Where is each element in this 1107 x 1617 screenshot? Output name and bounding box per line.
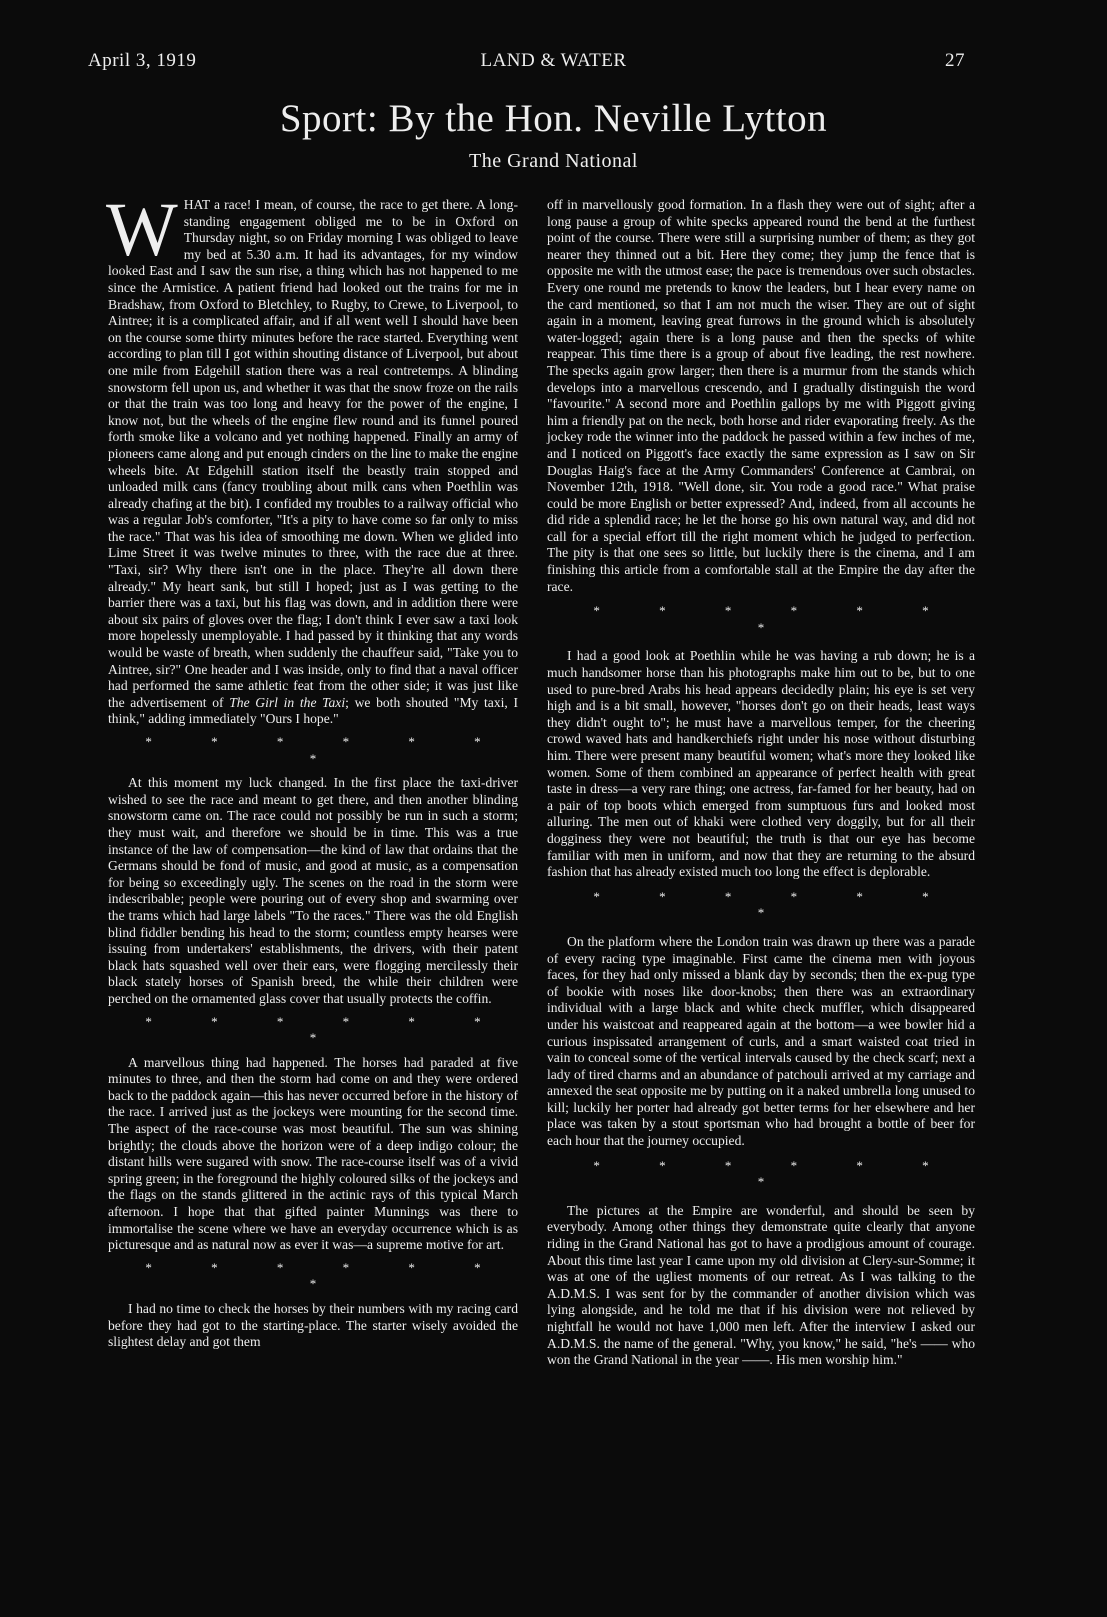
paragraph-8: The pictures at the Empire are wonderful, and should be seen by everybody. Among other things they demonstrate quite clearly that anyone riding in the Grand National has got to have a prodigious amount of courage. About this time last year I came upon my old division at Clery-sur-Somme; it was at one of the ugliest moments of our retreat. As I was talking to the A.D.M.S. I was sent for by the commander of another division which was lying alongside, and he told me that if his division were not relieved by nightfall he would not have 1,000 men left. After the interview I asked our A.D.M.S. the name of the general. "Why, you know," he said, "he's —— who won the Grand National in the year ——. His men worship him." xyxy=(547,1202,975,1368)
page-number: 27 xyxy=(945,50,965,71)
paragraph-7: On the platform where the London train was drawn up there was a parade of every racing type imaginable. First came the cinema men with joyous faces, for they had only missed a blank day by seconds; then the ex-pug type of bookie with noses like door-knobs; then there was an extraordinary individual with a large black and white check muffler, which disappeared under his waistcoat and reappeared again at the bottom—a wee bowler hid a curious inspissated arrangement of curls, and a smart waisted coat tried in vain to conceal some of the vertical intervals caused by the check scarf; next a lady of tired charms and an abundance of patchouli arrived at my carriage and annexed the seat opposite me by putting on it a naked umbrella long unused to kill; luckily her porter had already got better terms for her elsewhere and her place was taken by a stout sportsman who had brought a bottle of beer for each hour that the journey occupied. xyxy=(547,933,975,1149)
section-separator: * * * * * * * xyxy=(593,603,957,635)
masthead xyxy=(0,50,1107,80)
article-title: Sport: By the Hon. Neville Lytton xyxy=(279,97,828,140)
section-separator: * * * * * * * xyxy=(593,1157,957,1190)
section-separator: * * * * * * * xyxy=(145,1013,509,1046)
paragraph-2: At this moment my luck changed. In the first place the taxi-driver wished to see the race and meant to get there, and then another blinding snowstorm came on. The race could not possibly be run in such a storm; they must wait, and therefore we should be in time. This was a true instance of the law of compensation—the kind of law that ordains that the Germans should be fond of music, and good at music, as a compensation for being so exceedingly ugly. The scenes on the road in the storm were indescribable; people were pouring out of every shop and swarming over the trams which had large labels "To the races." There was the old English blind fiddler bending his head to the storm; countless empty hearses were issuing from undertakers' establishments, the drivers, with their patent black hats squashed well over their ears, were flogging mercilessly their black stately horses of Spanish breed, the while their children were perched on the ornamented glass cover that usually protects the coffin. xyxy=(108,775,518,1006)
issue-date: April 3, 1919 xyxy=(88,50,197,71)
drop-cap: W xyxy=(106,188,178,272)
article-subtitle: The Grand National xyxy=(469,150,638,172)
paragraph-1 xyxy=(106,188,519,728)
play-title: The Girl in the Taxi xyxy=(229,694,346,710)
paragraph-5: off in marvellously good formation. In a flash they were out of sight; after a long pause a group of white specks appeared round the bend at the furthest point of the course. There were still a surprising number of them; as they got nearer they thinned out a bit. Here they come; they jump the fence that is opposite me with the utmost ease; the pace is tremendous over such obstacles. Every one round me pretends to know the leaders, but I hear every name on the card mentioned, so that I am not much the wiser. They are out of sight again in a moment, leaving great furrows in the ground which is absolutely water-logged; again there is a long pause and then the specks of white reappear. This time there is a group of about five leading, the rest nowhere. The specks again grow larger; then there is a murmur from the stands which develops into a marvellous crescendo, and I gradually distinguish the word "favourite." A second more and Poethlin gallops by me with Piggott giving him a friendly pat on the neck, both horse and rider evaporating freely. As the jockey rode the winner into the paddock he passed within a few inches of me, and I noticed on Piggott's face exactly the same expression as I saw on Sir Douglas Haig's face at the Army Commanders' Conference at Cambrai, on November 12th, 1918. "Well done, sir. You rode a good race." What praise could be more English or better expressed? And, indeed, from all accounts he did ride a splendid race; he let the horse go his own natural way, and did not call for a special effort till the right moment which he judged to perfection. The pity is that one sees so little, but luckily there is the cinema, and I am finishing this article from a comfortable stall at the Empire the day after the race. xyxy=(547,197,975,594)
section-separator: * * * * * * * xyxy=(145,734,509,766)
paragraph-4: I had no time to check the horses by their numbers with my racing card before they had got to the starting-place. The starter wisely avoided the slightest delay and got them xyxy=(108,1301,518,1350)
column-right xyxy=(547,197,975,1369)
paragraph-6: I had a good look at Poethlin while he was having a rub down; he is a much handsomer horse than his photographs make him out to be, but to one used to pure-bred Arabs his head appears decidedly plain; his eye is set very high and is a bit small, however, "horses don't go on their heads, least ways they didn't ought to"; he must have a marvellous temper, for the cheering crowd waved hats and handkerchiefs right under his nose without disturbing him. There were present many beautiful women; what's more they looked like women. Some of them combined an appearance of perfect health with great taste in dress—a very rare thing; one actress, far-famed for her beauty, had on a pair of top boots which emerged from sumptuous furs and looked most alluring. The men out of khaki were clothed very doggily, but for all their dogginess they were not beautiful; the truth is that our eye has become familiar with men in uniform, and now that they are returning to the absurd fashion that has already existed much too long the effect is deplorable. xyxy=(547,648,975,880)
section-separator: * * * * * * * xyxy=(593,888,957,921)
publication-name: LAND & WATER xyxy=(480,50,627,71)
column-left xyxy=(106,188,519,1351)
section-separator: * * * * * * * xyxy=(145,1259,509,1292)
paragraph-3: A marvellous thing had happened. The horses had paraded at five minutes to three, and then the storm had come on and they were ordered back to the paddock again—this has never occurred before in the history of the race. I arrived just as the jockeys were mounting for the second time. The aspect of the race-course was most beautiful. The sun was shining brightly; the clouds above the horizon were of a deep indigo colour; the distant hills were sugared with snow. The race-course itself was of a vivid spring green; in the foreground the highly coloured silks of the jockeys and the flags on the stands glittered in the actinic rays of this typical March afternoon. I hope that that gifted painter Munnings was there to immortalise the scene where we have an everyday occurrence which is as picturesque and as natural now as ever it was—a supreme motive for art. xyxy=(108,1054,518,1253)
paragraph-1-text: HAT a race! I mean, of course, the race to get there. A long-standing engagement obliged me to be in Oxford on Thursday night, so on Friday morning I was obliged to leave my bed at 5.30 a.m. It had its advantages, for my window looked East and I saw the sun rise, a thing which has not happened to me since the Armistice. A patient friend had looked out the trains for me in Bradshaw, from Oxford to Bletchley, to Rugby, to Crewe, to Liverpool, to Aintree; it is a complicated affair, and if all went well I should have been on the course some thirty minutes before the race started. Everything went according to plan till I got within shouting distance of Liverpool, but about one mile from Edgehill station there was a real contretemps. A blinding snowstorm fell upon us, and whether it was that the snow froze on the rails or that the train was too long and heavy for the power of the engine, I know not, but the wheels of the engine flew round and its funnel poured forth smoke like a volcano and yet nothing happened. Finally an army of pioneers came along and put enough cinders on the line to make the engine wheels bite. At Edgehill station itself the beastly train stopped and unloaded milk cans (fancy troubling about milk cans when Poethlin was already chafing at the bit). I confided my troubles to a railway official who was a regular Job's comforter, "It's a pity to have come so far only to miss the race." That was his idea of smoothing me down. When we glided into Lime Street it was twelve minutes to three, with the race due at three. "Taxi, sir? Why there isn't one in the place. They're all down there already." My heart sank, but still I hoped; just as I was getting to the barrier there was a taxi, but his flag was down, and in addition there were about six pairs of gloves over the flag; I don't think I ever saw a taxi look more hopelessly unemployable. I had passed by it thinking that any words would be waste of breath, when suddenly the chauffeur said, "Take you to Aintree, sir?" One header and I was inside, only to find that a naval officer had performed the same athletic feat from the other side; it was just like the advertisement of xyxy=(108,197,518,710)
paragraph-1-end: ; we both shouted "My taxi, I think," adding immediately "Ours I hope." xyxy=(108,694,519,727)
